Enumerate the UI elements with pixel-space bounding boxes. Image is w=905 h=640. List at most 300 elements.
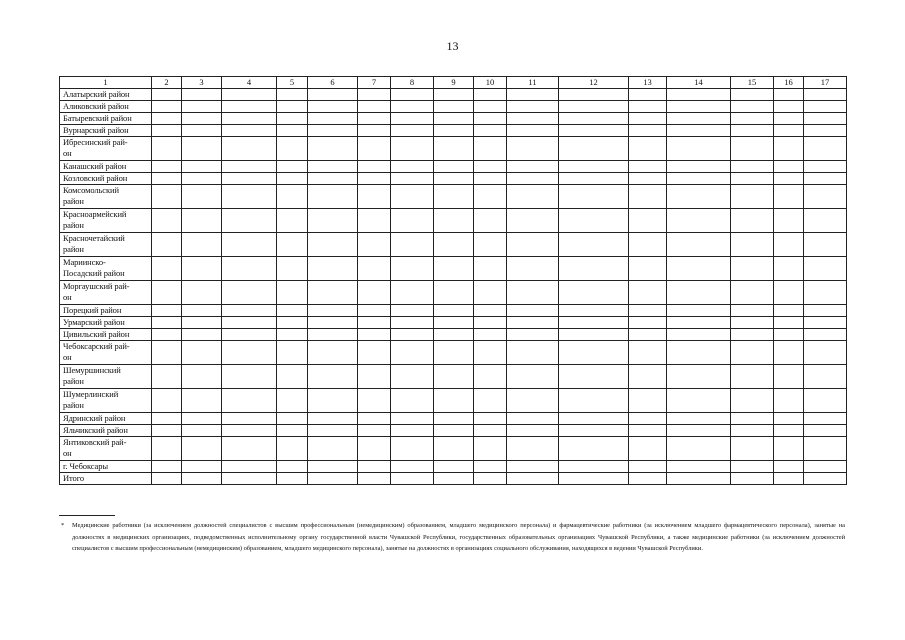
column-header-10: 10 — [474, 77, 507, 89]
report-table — [59, 76, 847, 485]
table-row — [60, 437, 847, 461]
empty-cell — [434, 113, 474, 125]
footnote — [59, 520, 845, 555]
empty-cell — [629, 125, 667, 137]
empty-cell — [182, 305, 222, 317]
empty-cell — [182, 461, 222, 473]
empty-cell — [152, 305, 182, 317]
empty-cell — [667, 185, 731, 209]
empty-cell — [507, 317, 559, 329]
empty-cell — [358, 461, 391, 473]
column-header-13: 13 — [629, 77, 667, 89]
empty-cell — [222, 113, 277, 125]
table-row — [60, 317, 847, 329]
table-row — [60, 101, 847, 113]
empty-cell — [667, 413, 731, 425]
empty-cell — [731, 209, 774, 233]
empty-cell — [559, 185, 629, 209]
district-name-cell — [60, 125, 152, 137]
empty-cell — [222, 173, 277, 185]
table-row — [60, 329, 847, 341]
empty-cell — [391, 161, 434, 173]
empty-cell — [774, 305, 804, 317]
empty-cell — [507, 161, 559, 173]
empty-cell — [629, 329, 667, 341]
empty-cell — [182, 329, 222, 341]
empty-cell — [474, 425, 507, 437]
empty-cell — [358, 305, 391, 317]
empty-cell — [629, 185, 667, 209]
empty-cell — [277, 317, 308, 329]
empty-cell — [507, 209, 559, 233]
district-name-line: Порецкий район — [63, 305, 122, 315]
empty-cell — [731, 281, 774, 305]
district-name-line: Мариинско- — [63, 257, 106, 267]
table-row — [60, 365, 847, 389]
table-row — [60, 389, 847, 413]
empty-cell — [667, 389, 731, 413]
empty-cell — [358, 437, 391, 461]
empty-cell — [391, 209, 434, 233]
empty-cell — [629, 473, 667, 485]
empty-cell — [804, 113, 847, 125]
empty-cell — [774, 125, 804, 137]
empty-cell — [277, 305, 308, 317]
empty-cell — [804, 473, 847, 485]
column-header-1: 1 — [60, 77, 152, 89]
empty-cell — [507, 389, 559, 413]
empty-cell — [774, 113, 804, 125]
empty-cell — [434, 89, 474, 101]
empty-cell — [277, 173, 308, 185]
empty-cell — [391, 461, 434, 473]
column-header-4: 4 — [222, 77, 277, 89]
empty-cell — [358, 341, 391, 365]
table-row — [60, 473, 847, 485]
empty-cell — [667, 125, 731, 137]
district-name-cell — [60, 473, 152, 485]
district-name-line: Моргаушский рай- — [63, 281, 130, 291]
empty-cell — [804, 425, 847, 437]
empty-cell — [222, 233, 277, 257]
empty-cell — [507, 233, 559, 257]
empty-cell — [308, 317, 358, 329]
district-name-cell — [60, 329, 152, 341]
district-name-cell — [60, 113, 152, 125]
district-name-line: Канашский район — [63, 161, 127, 171]
empty-cell — [731, 101, 774, 113]
empty-cell — [774, 461, 804, 473]
empty-cell — [152, 413, 182, 425]
empty-cell — [182, 89, 222, 101]
empty-cell — [774, 341, 804, 365]
table-row — [60, 173, 847, 185]
empty-cell — [559, 161, 629, 173]
empty-cell — [804, 185, 847, 209]
empty-cell — [277, 389, 308, 413]
empty-cell — [804, 329, 847, 341]
empty-cell — [391, 281, 434, 305]
column-header-7: 7 — [358, 77, 391, 89]
empty-cell — [667, 473, 731, 485]
empty-cell — [559, 89, 629, 101]
empty-cell — [434, 209, 474, 233]
empty-cell — [774, 185, 804, 209]
empty-cell — [507, 173, 559, 185]
empty-cell — [277, 185, 308, 209]
column-header-8: 8 — [391, 77, 434, 89]
empty-cell — [391, 173, 434, 185]
empty-cell — [152, 137, 182, 161]
page-number: 13 — [446, 39, 459, 53]
district-name-line: он — [63, 352, 72, 362]
empty-cell — [474, 137, 507, 161]
empty-cell — [559, 209, 629, 233]
empty-cell — [774, 437, 804, 461]
empty-cell — [222, 185, 277, 209]
empty-cell — [804, 257, 847, 281]
empty-cell — [731, 413, 774, 425]
empty-cell — [731, 461, 774, 473]
empty-cell — [474, 233, 507, 257]
empty-cell — [182, 137, 222, 161]
empty-cell — [182, 173, 222, 185]
empty-cell — [222, 341, 277, 365]
empty-cell — [358, 173, 391, 185]
empty-cell — [308, 89, 358, 101]
district-name-cell — [60, 101, 152, 113]
district-name-cell — [60, 425, 152, 437]
empty-cell — [308, 161, 358, 173]
empty-cell — [731, 365, 774, 389]
empty-cell — [804, 233, 847, 257]
empty-cell — [222, 473, 277, 485]
empty-cell — [559, 341, 629, 365]
empty-cell — [391, 137, 434, 161]
empty-cell — [434, 137, 474, 161]
column-header-6: 6 — [308, 77, 358, 89]
empty-cell — [629, 425, 667, 437]
empty-cell — [308, 341, 358, 365]
empty-cell — [474, 317, 507, 329]
table-row — [60, 113, 847, 125]
empty-cell — [731, 185, 774, 209]
empty-cell — [182, 317, 222, 329]
empty-cell — [774, 101, 804, 113]
empty-cell — [308, 329, 358, 341]
empty-cell — [308, 281, 358, 305]
district-name-cell — [60, 233, 152, 257]
empty-cell — [474, 257, 507, 281]
empty-cell — [731, 317, 774, 329]
empty-cell — [559, 317, 629, 329]
empty-cell — [222, 305, 277, 317]
empty-cell — [629, 437, 667, 461]
empty-cell — [774, 329, 804, 341]
empty-cell — [434, 461, 474, 473]
empty-cell — [182, 365, 222, 389]
empty-cell — [308, 209, 358, 233]
column-header-15: 15 — [731, 77, 774, 89]
empty-cell — [391, 185, 434, 209]
empty-cell — [474, 125, 507, 137]
empty-cell — [804, 89, 847, 101]
empty-cell — [804, 413, 847, 425]
empty-cell — [559, 305, 629, 317]
empty-cell — [182, 473, 222, 485]
table-row — [60, 305, 847, 317]
empty-cell — [731, 341, 774, 365]
empty-cell — [559, 425, 629, 437]
empty-cell — [559, 473, 629, 485]
empty-cell — [434, 101, 474, 113]
district-name-cell — [60, 257, 152, 281]
empty-cell — [804, 125, 847, 137]
district-name-line: Батыревский район — [63, 113, 132, 123]
empty-cell — [308, 305, 358, 317]
empty-cell — [629, 101, 667, 113]
empty-cell — [152, 173, 182, 185]
district-name-cell — [60, 317, 152, 329]
empty-cell — [474, 281, 507, 305]
empty-cell — [804, 137, 847, 161]
district-name-cell — [60, 185, 152, 209]
empty-cell — [474, 113, 507, 125]
empty-cell — [222, 257, 277, 281]
empty-cell — [434, 329, 474, 341]
empty-cell — [559, 233, 629, 257]
empty-cell — [559, 125, 629, 137]
empty-cell — [629, 389, 667, 413]
empty-cell — [358, 101, 391, 113]
empty-cell — [507, 305, 559, 317]
district-name-line: он — [63, 448, 72, 458]
empty-cell — [559, 413, 629, 425]
empty-cell — [308, 113, 358, 125]
table-row — [60, 89, 847, 101]
empty-cell — [804, 281, 847, 305]
district-name-cell — [60, 413, 152, 425]
empty-cell — [391, 305, 434, 317]
column-header-2: 2 — [152, 77, 182, 89]
empty-cell — [474, 305, 507, 317]
empty-cell — [474, 365, 507, 389]
district-name-line: Алатырский район — [63, 89, 130, 99]
empty-cell — [507, 137, 559, 161]
empty-cell — [774, 389, 804, 413]
empty-cell — [277, 437, 308, 461]
empty-cell — [391, 365, 434, 389]
empty-cell — [731, 233, 774, 257]
empty-cell — [152, 281, 182, 305]
column-header-16: 16 — [774, 77, 804, 89]
empty-cell — [358, 125, 391, 137]
empty-cell — [507, 185, 559, 209]
empty-cell — [222, 425, 277, 437]
district-name-line: Комсомольский — [63, 185, 119, 195]
column-header-14: 14 — [667, 77, 731, 89]
empty-cell — [629, 341, 667, 365]
empty-cell — [507, 257, 559, 281]
empty-cell — [308, 413, 358, 425]
district-name-cell — [60, 137, 152, 161]
empty-cell — [182, 101, 222, 113]
empty-cell — [434, 305, 474, 317]
empty-cell — [358, 161, 391, 173]
table-row — [60, 137, 847, 161]
empty-cell — [507, 413, 559, 425]
empty-cell — [182, 413, 222, 425]
column-header-9: 9 — [434, 77, 474, 89]
empty-cell — [182, 125, 222, 137]
empty-cell — [474, 329, 507, 341]
empty-cell — [667, 161, 731, 173]
empty-cell — [391, 425, 434, 437]
empty-cell — [391, 89, 434, 101]
empty-cell — [474, 389, 507, 413]
empty-cell — [277, 365, 308, 389]
empty-cell — [358, 185, 391, 209]
table-row — [60, 341, 847, 365]
empty-cell — [629, 173, 667, 185]
column-header-3: 3 — [182, 77, 222, 89]
empty-cell — [222, 101, 277, 113]
empty-cell — [629, 137, 667, 161]
empty-cell — [731, 305, 774, 317]
empty-cell — [308, 101, 358, 113]
district-name-line: Ядринский район — [63, 413, 126, 423]
empty-cell — [152, 113, 182, 125]
empty-cell — [804, 437, 847, 461]
empty-cell — [804, 101, 847, 113]
empty-cell — [277, 461, 308, 473]
empty-cell — [182, 233, 222, 257]
district-name-cell — [60, 173, 152, 185]
empty-cell — [391, 413, 434, 425]
empty-cell — [358, 89, 391, 101]
empty-cell — [434, 425, 474, 437]
empty-cell — [222, 389, 277, 413]
empty-cell — [507, 341, 559, 365]
empty-cell — [559, 329, 629, 341]
empty-cell — [434, 125, 474, 137]
empty-cell — [152, 473, 182, 485]
empty-cell — [667, 281, 731, 305]
table-row — [60, 125, 847, 137]
empty-cell — [507, 101, 559, 113]
empty-cell — [152, 209, 182, 233]
column-header-17: 17 — [804, 77, 847, 89]
district-name-line: район — [63, 400, 84, 410]
empty-cell — [358, 413, 391, 425]
district-name-line: Чебоксарский рай- — [63, 341, 130, 351]
empty-cell — [277, 101, 308, 113]
empty-cell — [559, 389, 629, 413]
empty-cell — [391, 473, 434, 485]
empty-cell — [182, 425, 222, 437]
table-row — [60, 233, 847, 257]
empty-cell — [391, 341, 434, 365]
empty-cell — [308, 257, 358, 281]
empty-cell — [559, 173, 629, 185]
district-name-line: Цивильский район — [63, 329, 130, 339]
empty-cell — [152, 425, 182, 437]
district-name-line: Итого — [63, 473, 85, 483]
empty-cell — [277, 125, 308, 137]
district-name-line: он — [63, 148, 72, 158]
empty-cell — [507, 473, 559, 485]
footnote-mark: * — [61, 522, 65, 529]
footnote-text: Медицинские работники (за исключением должностей специалистов с высшим профессиональным (немедицинским) образованием, младшего медицинского персонала) и фармацевтические работники (за исключением младшего фармацевтического персонала), занятые на должностях в медицинских организациях, подведомственных исполнительному органу государственной власти Чувашской Республики, государственных образовательных организациях Чувашской Республики, а также медицинские работники (за исключением должностей специалистов с высшим профессиональным (немедицинским) образованием, младшего медицинского персонала), занятые на должностях в организациях социального обслуживания, находящихся в ведении Чувашской Республики. — [72, 522, 845, 552]
empty-cell — [182, 113, 222, 125]
empty-cell — [308, 425, 358, 437]
empty-cell — [731, 161, 774, 173]
empty-cell — [391, 125, 434, 137]
table-body — [60, 89, 847, 485]
district-name-line: он — [63, 292, 72, 302]
table-row — [60, 185, 847, 209]
empty-cell — [277, 473, 308, 485]
empty-cell — [434, 413, 474, 425]
empty-cell — [391, 113, 434, 125]
empty-cell — [474, 413, 507, 425]
empty-cell — [182, 209, 222, 233]
empty-cell — [731, 473, 774, 485]
empty-cell — [152, 329, 182, 341]
empty-cell — [774, 281, 804, 305]
empty-cell — [434, 317, 474, 329]
empty-cell — [667, 209, 731, 233]
empty-cell — [507, 437, 559, 461]
empty-cell — [358, 317, 391, 329]
empty-cell — [667, 89, 731, 101]
empty-cell — [308, 365, 358, 389]
district-name-cell — [60, 389, 152, 413]
district-name-line: Урмарский район — [63, 317, 125, 327]
empty-cell — [667, 317, 731, 329]
empty-cell — [629, 89, 667, 101]
empty-cell — [629, 161, 667, 173]
empty-cell — [277, 233, 308, 257]
empty-cell — [629, 281, 667, 305]
empty-cell — [474, 341, 507, 365]
empty-cell — [731, 173, 774, 185]
empty-cell — [391, 389, 434, 413]
empty-cell — [358, 209, 391, 233]
empty-cell — [774, 161, 804, 173]
empty-cell — [731, 329, 774, 341]
empty-cell — [559, 113, 629, 125]
empty-cell — [774, 425, 804, 437]
header-row — [60, 77, 847, 89]
empty-cell — [391, 437, 434, 461]
district-name-cell — [60, 437, 152, 461]
empty-cell — [152, 233, 182, 257]
empty-cell — [731, 89, 774, 101]
empty-cell — [358, 281, 391, 305]
empty-cell — [667, 257, 731, 281]
empty-cell — [804, 389, 847, 413]
empty-cell — [434, 437, 474, 461]
empty-cell — [667, 425, 731, 437]
empty-cell — [559, 437, 629, 461]
district-name-line: район — [63, 220, 84, 230]
empty-cell — [277, 257, 308, 281]
empty-cell — [308, 125, 358, 137]
empty-cell — [731, 125, 774, 137]
empty-cell — [667, 113, 731, 125]
district-name-line: Красночетайский — [63, 233, 125, 243]
